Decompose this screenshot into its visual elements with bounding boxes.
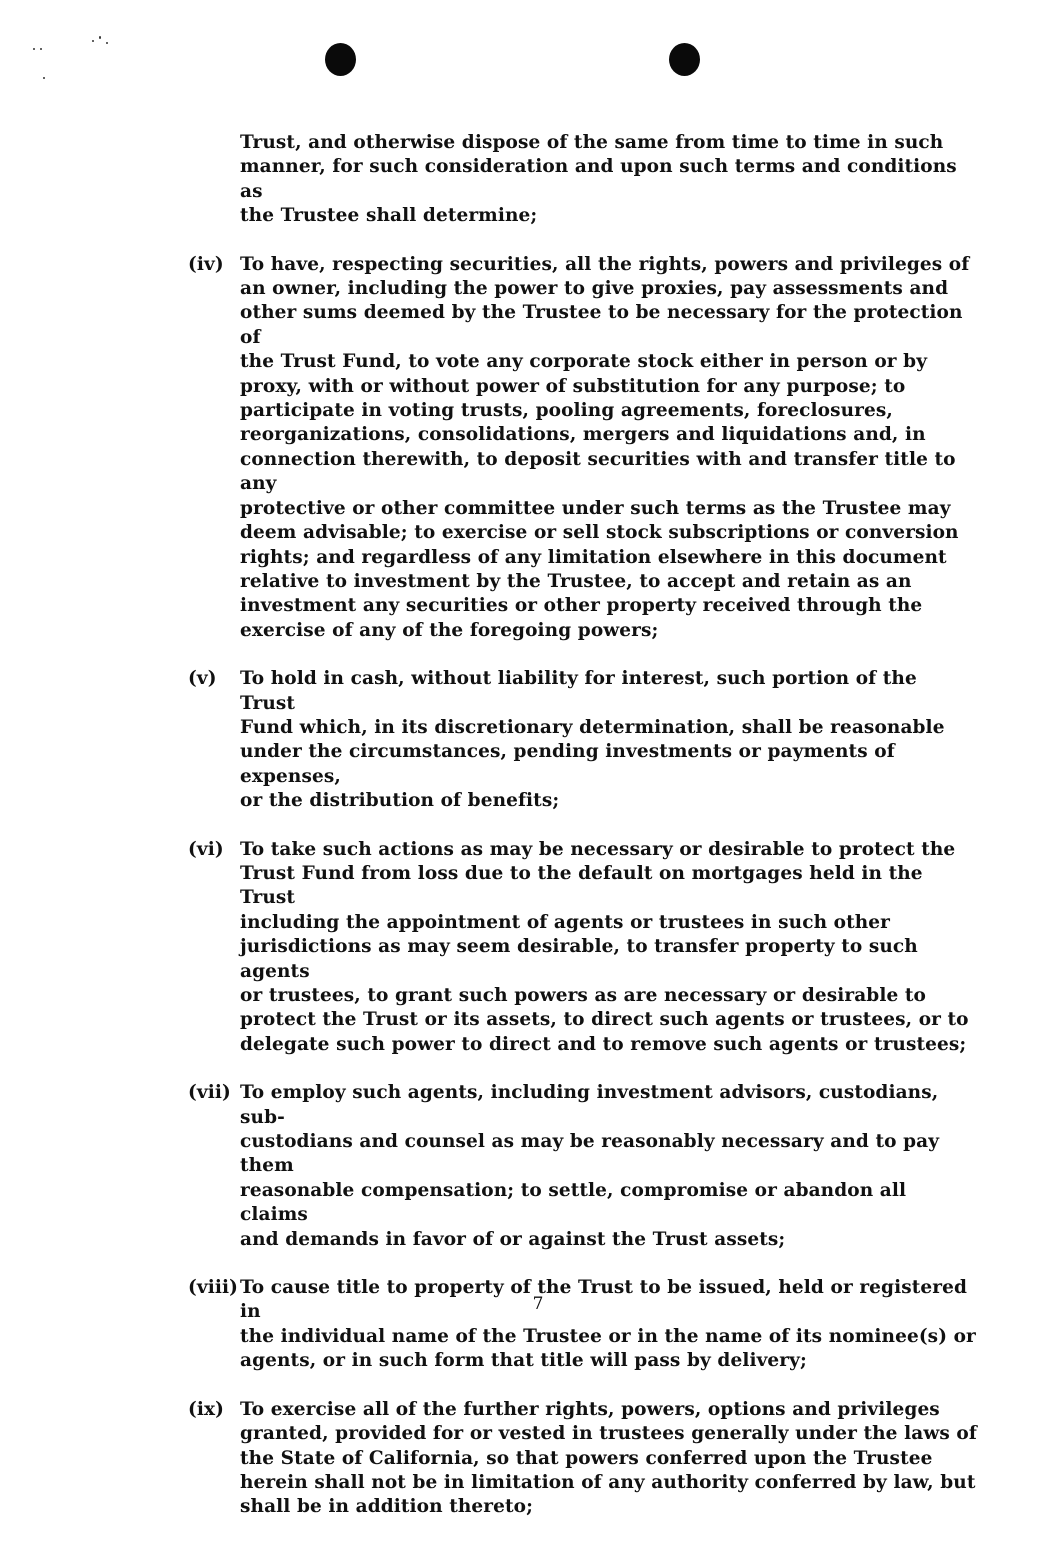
list-item-ix — [188, 1398, 978, 1520]
list-item-text: To take such actions as may be necessary or desirable to protect the Trust Fund from loss due to the default on mortgages held in the Trust including the appointment of agents or trustees in such other jurisdictions as may seem desirable, to transfer property to such agents or trustees, to grant such powers as are necessary or desirable to protect the Trust or its assets, to direct such agents or trustees, or to delegate such power to direct and to remove such agents or trustees; — [240, 838, 969, 1055]
scan-speck — [92, 40, 94, 42]
scan-speck — [33, 48, 35, 50]
list-item-text: To exercise all of the further rights, powers, options and privileges granted, provided for or vested in trustees generally under the laws of the State of California, so that powers conferred upon the Trustee herein shall not be in limitation of any authority conferred by law, but shall be in addition thereto; — [240, 1398, 977, 1518]
punch-hole-right — [669, 43, 700, 76]
punch-hole-left — [325, 43, 356, 76]
list-item-v — [188, 667, 978, 813]
list-numeral: (ix) — [188, 1398, 224, 1420]
list-item-text: To cause title to property of the Trust to be issued, held or registered in the individual name of the Trustee or in the name of its nominee(s) or agents, or in such form that title will pass by delivery; — [240, 1277, 976, 1372]
list-item-text: To employ such agents, including investment advisors, custodians, sub- custodians and counsel as may be reasonably necessary and to pay them reasonable compensation; to settle, compromise or abandon all claims and demands in favor of or against the Trust assets; — [240, 1082, 940, 1250]
list-item-iv — [188, 253, 978, 644]
list-item-text: To have, respecting securities, all the rights, powers and privileges of an owner, including the power to give proxies, pay assessments and other sums deemed by the Trustee to be necessary for the protection of the Trust Fund, to vote any corporate stock either in person or by proxy, with or without power of substitution for any purpose; to participate in voting trusts, pooling agreements, foreclosures, reorganizations, consolidations, mergers and liquidations and, in connection therewith, to deposit securities with and transfer title to any protective or other committee under such terms as the Trustee may deem advisable; to exercise or sell stock subscriptions or conversion rights; and regardless of any limitation elsewhere in this document relative to investment by the Trustee, to accept and retain as an investment any securities or other property received through the exercise of any of the foregoing powers; — [240, 253, 970, 641]
list-numeral: (vii) — [188, 1082, 231, 1104]
scan-speck — [106, 42, 108, 44]
page-number: 7 — [532, 1294, 544, 1314]
list-numeral: (iv) — [188, 253, 224, 275]
scan-speck — [99, 36, 101, 39]
list-item-viii — [188, 1276, 978, 1374]
list-numeral: (vi) — [188, 838, 224, 860]
list-numeral: (viii) — [188, 1277, 238, 1299]
list-item-vi — [188, 838, 978, 1058]
list-item-vii — [188, 1081, 978, 1252]
scan-speck — [40, 48, 42, 50]
continuation-paragraph: Trust, and otherwise dispose of the same from time to time in such manner, for such consideration and upon such terms and conditions as the Trustee shall determine; — [240, 132, 957, 227]
list-numeral: (v) — [188, 668, 217, 690]
scan-speck — [43, 77, 45, 79]
document-body — [188, 131, 978, 1544]
list-item-text: To hold in cash, without liability for interest, such portion of the Trust Fund which, in its discretionary determination, shall be reasonable under the circumstances, pending investments or payments of expenses, or the distribution of benefits; — [240, 668, 945, 812]
